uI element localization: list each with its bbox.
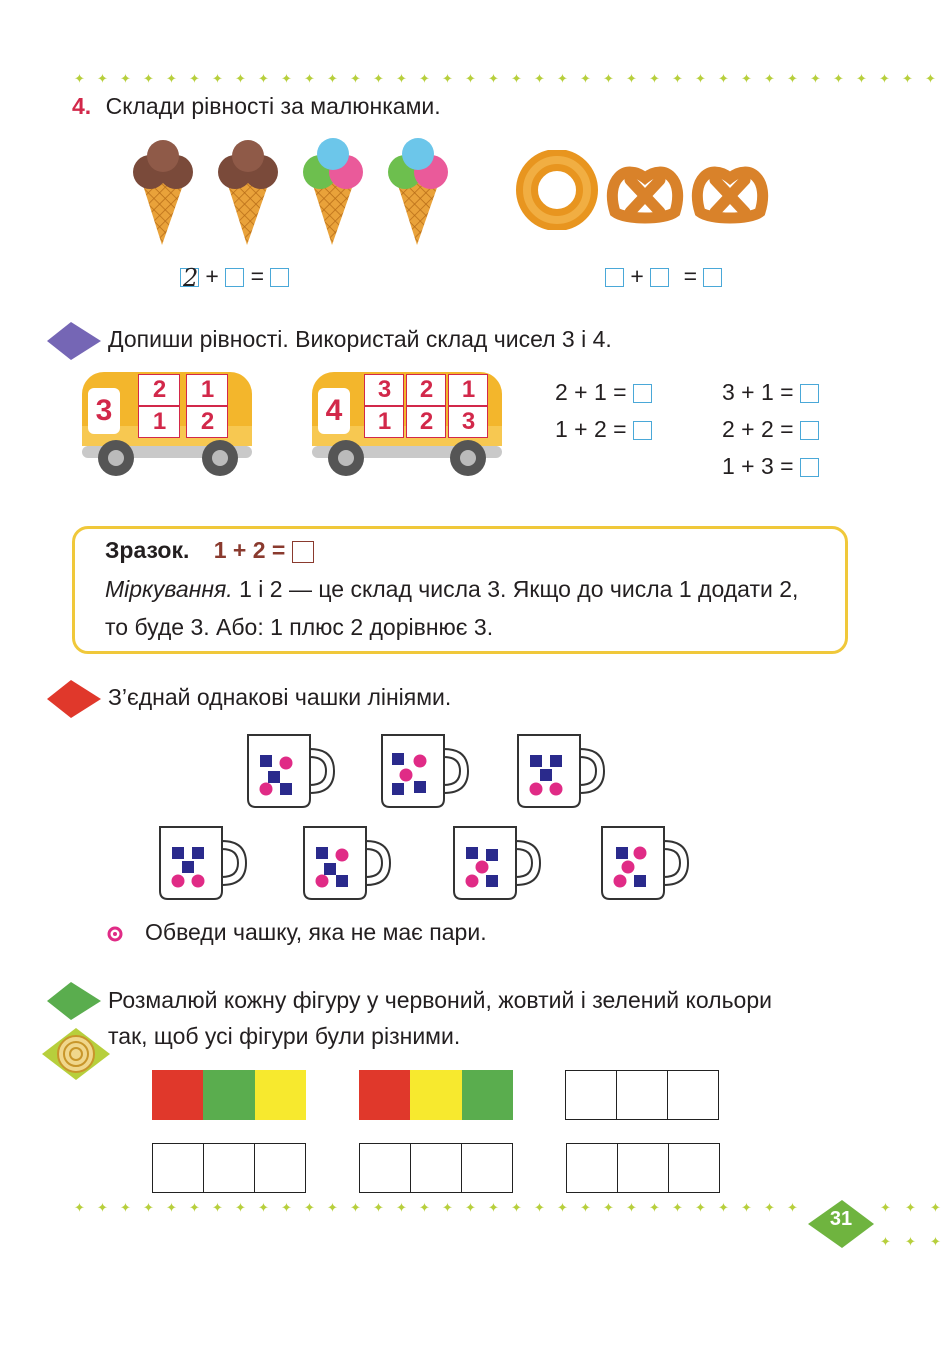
figure-cell[interactable] — [669, 1144, 719, 1192]
bus-3-bottom-2: 2 — [200, 408, 215, 435]
star-ornament: ✦ — [741, 1200, 752, 1215]
reason-label: Міркування. — [105, 576, 233, 602]
figure-cell[interactable] — [204, 1144, 255, 1192]
star-ornament: ✦ — [189, 1200, 200, 1215]
sample-label: Зразок. — [105, 537, 190, 563]
answer-box-4[interactable] — [605, 268, 624, 287]
figure-cell — [255, 1070, 306, 1120]
page-number: 31 — [829, 1208, 853, 1230]
cup-dot — [622, 861, 635, 874]
equation-bagels — [605, 261, 722, 291]
cup-square — [616, 847, 628, 859]
equation-3-plus-1 — [722, 377, 819, 407]
star-ornament: ✦ — [419, 71, 430, 86]
star-ornament: ✦ — [649, 1200, 660, 1215]
task-colors-line-1: Розмалюй кожну фігуру у червоний, жовтий і зелений кольори — [108, 987, 772, 1013]
ice-cream-colored-1 — [303, 138, 363, 245]
star-ornament: ✦ — [764, 71, 775, 86]
task-number: 4. — [72, 93, 92, 119]
reason-text: 1 і 2 — це склад числа 3. Якщо до числа 1 додати 2, — [232, 576, 799, 602]
figure-cell — [203, 1070, 254, 1120]
cup-icon[interactable] — [382, 735, 468, 807]
bus-3-top-1: 2 — [152, 376, 167, 403]
bus-4-number: 4 — [325, 394, 343, 427]
star-ornament: ✦ — [396, 1200, 407, 1215]
star-ornament: ✦ — [304, 1200, 315, 1215]
star-ornament: ✦ — [925, 71, 936, 86]
cup-dot — [466, 875, 479, 888]
star-ornament: ✦ — [189, 71, 200, 86]
cup-square — [182, 861, 194, 873]
pretzel-2 — [697, 172, 762, 218]
figure-cell[interactable] — [668, 1071, 718, 1119]
cup-icon[interactable] — [304, 827, 390, 899]
cup-square — [392, 783, 404, 795]
top-star-divider — [0, 0, 952, 90]
purple-diamond-icon — [45, 320, 103, 362]
star-ornament: ✦ — [879, 71, 890, 86]
cup-square — [486, 875, 498, 887]
sample-reason-line-1 — [105, 574, 798, 604]
bus-3-top-2: 1 — [200, 376, 215, 403]
star-ornament: ✦ — [672, 1200, 683, 1215]
star-ornament: ✦ — [741, 71, 752, 86]
bus-3-bottom-1: 1 — [152, 408, 167, 435]
bus-4-top-3: 1 — [461, 376, 476, 403]
star-ornament: ✦ — [281, 71, 292, 86]
cup-dot — [260, 783, 273, 796]
bus-3-number: 3 — [95, 394, 113, 427]
equals-sign: = — [683, 263, 698, 289]
star-ornament: ✦ — [511, 1200, 522, 1215]
star-ornament: ✦ — [580, 71, 591, 86]
cup-square — [336, 875, 348, 887]
cup-dot — [336, 849, 349, 862]
star-ornament: ✦ — [120, 1200, 131, 1215]
ice-cream-chocolate-1 — [133, 140, 193, 245]
star-ornament: ✦ — [695, 1200, 706, 1215]
plus-sign: + — [205, 263, 219, 289]
star-ornament: ✦ — [396, 71, 407, 86]
figure-cell[interactable] — [360, 1144, 411, 1192]
star-ornament: ✦ — [856, 71, 867, 86]
star-ornament: ✦ — [930, 1234, 941, 1249]
star-ornament: ✦ — [442, 1200, 453, 1215]
bus-4 — [308, 366, 508, 486]
star-ornament: ✦ — [488, 1200, 499, 1215]
answer-box[interactable] — [800, 458, 819, 477]
cup-dot — [634, 847, 647, 860]
star-ornament: ✦ — [695, 71, 706, 86]
star-ornament: ✦ — [557, 71, 568, 86]
colored-figure-1 — [152, 1070, 306, 1120]
star-ornament: ✦ — [419, 1200, 430, 1215]
star-ornament: ✦ — [327, 1200, 338, 1215]
star-ornament: ✦ — [166, 1200, 177, 1215]
star-ornament: ✦ — [930, 1200, 941, 1215]
answer-box-1[interactable] — [180, 264, 199, 293]
star-ornament: ✦ — [580, 1200, 591, 1215]
cup-square — [324, 863, 336, 875]
equation-ice-cream — [180, 261, 289, 291]
figure-cell — [359, 1070, 410, 1120]
equation-2-plus-2 — [722, 414, 819, 444]
sample-answer-box — [292, 541, 314, 563]
empty-figure[interactable] — [565, 1070, 719, 1120]
green-diamond-icon — [45, 980, 103, 1022]
cup-dot — [316, 875, 329, 888]
cup-square — [280, 783, 292, 795]
bagel — [527, 160, 587, 220]
star-ornament: ✦ — [880, 1234, 891, 1249]
answer-box-5[interactable] — [650, 268, 669, 287]
equation-1-plus-2 — [555, 414, 652, 444]
cup-square — [550, 755, 562, 767]
star-ornament: ✦ — [74, 71, 85, 86]
equals-sign: = — [250, 263, 265, 289]
star-ornament: ✦ — [212, 1200, 223, 1215]
cup-dot — [614, 875, 627, 888]
task-cups-text: З’єднай однакові чашки лініями. — [108, 684, 452, 710]
star-ornament: ✦ — [235, 1200, 246, 1215]
cup-icon[interactable] — [160, 827, 246, 899]
ice-cream-chocolate-2 — [218, 140, 278, 245]
cup-square — [192, 847, 204, 859]
cup-square — [172, 847, 184, 859]
cup-dot — [530, 783, 543, 796]
figure-cell[interactable] — [617, 1071, 668, 1119]
cups-illustration — [150, 725, 710, 905]
colored-figure-2 — [359, 1070, 513, 1120]
star-ornament: ✦ — [120, 71, 131, 86]
figure-cell — [152, 1070, 203, 1120]
ice-cream-illustration — [120, 130, 460, 250]
star-ornament: ✦ — [787, 1200, 798, 1215]
cup-dot — [414, 755, 427, 768]
star-ornament: ✦ — [511, 71, 522, 86]
equation-1-plus-3 — [722, 451, 819, 481]
task-buses-text: Допиши рівності. Використай склад чисел 3 і 4. — [108, 326, 612, 352]
bus-3 — [78, 366, 258, 486]
star-ornament: ✦ — [905, 1200, 916, 1215]
cup-icon[interactable] — [518, 735, 604, 807]
answer-box-6[interactable] — [703, 268, 722, 287]
star-ornament: ✦ — [304, 71, 315, 86]
star-ornament: ✦ — [166, 71, 177, 86]
task-4-heading — [72, 91, 441, 121]
figure-cell[interactable] — [462, 1144, 512, 1192]
cup-dot — [172, 875, 185, 888]
star-ornament: ✦ — [603, 71, 614, 86]
answer-box[interactable] — [633, 384, 652, 403]
sample-expression: 1 + 2 = — [213, 537, 286, 563]
pretzel-1 — [612, 172, 677, 218]
equation-2-plus-1 — [555, 377, 652, 407]
bus-4-bottom-3: 3 — [461, 408, 476, 435]
equation-text: 1 + 3 = — [722, 453, 794, 479]
star-ornament: ✦ — [373, 1200, 384, 1215]
star-ornament: ✦ — [258, 1200, 269, 1215]
answer-box[interactable] — [800, 384, 819, 403]
cup-icon[interactable] — [602, 827, 688, 899]
star-ornament: ✦ — [97, 1200, 108, 1215]
star-ornament: ✦ — [97, 71, 108, 86]
answer-box[interactable] — [633, 421, 652, 440]
star-ornament: ✦ — [626, 1200, 637, 1215]
equation-text: 3 + 1 = — [722, 379, 794, 405]
cup-dot — [192, 875, 205, 888]
star-ornament: ✦ — [281, 1200, 292, 1215]
cup-dot — [476, 861, 489, 874]
sample-header — [105, 535, 314, 565]
equation-text: 2 + 2 = — [722, 416, 794, 442]
equation-text: 2 + 1 = — [555, 379, 627, 405]
figure-cell — [462, 1070, 513, 1120]
figure-cell[interactable] — [618, 1144, 669, 1192]
figure-cell[interactable] — [255, 1144, 305, 1192]
bus-4-top-2: 2 — [419, 376, 434, 403]
star-ornament: ✦ — [557, 1200, 568, 1215]
star-ornament: ✦ — [373, 71, 384, 86]
figure-cell[interactable] — [411, 1144, 462, 1192]
handwritten-digit: 2 — [183, 264, 199, 293]
star-ornament: ✦ — [327, 71, 338, 86]
bus-4-bottom-2: 2 — [419, 408, 434, 435]
star-ornament: ✦ — [718, 1200, 729, 1215]
star-ornament: ✦ — [212, 71, 223, 86]
star-ornament: ✦ — [350, 1200, 361, 1215]
cup-square — [260, 755, 272, 767]
star-ornament: ✦ — [488, 71, 499, 86]
answer-box-2[interactable] — [225, 268, 244, 287]
answer-box-3[interactable] — [270, 268, 289, 287]
star-ornament: ✦ — [626, 71, 637, 86]
cup-square — [392, 753, 404, 765]
star-ornament: ✦ — [649, 71, 660, 86]
star-ornament: ✦ — [810, 71, 821, 86]
cup-square — [466, 847, 478, 859]
cup-square — [486, 849, 498, 861]
star-ornament: ✦ — [235, 71, 246, 86]
empty-figure[interactable] — [566, 1143, 720, 1193]
star-ornament: ✦ — [603, 1200, 614, 1215]
empty-figure[interactable] — [152, 1143, 306, 1193]
star-ornament: ✦ — [258, 71, 269, 86]
star-ornament: ✦ — [902, 71, 913, 86]
bus-4-bottom-1: 1 — [377, 408, 392, 435]
figure-cell[interactable] — [153, 1144, 204, 1192]
cup-dot — [400, 769, 413, 782]
star-ornament: ✦ — [905, 1234, 916, 1249]
cup-icon[interactable] — [454, 827, 540, 899]
sample-reason-line-2: то буде 3. Або: 1 плюс 2 дорівнює 3. — [105, 614, 494, 640]
equation-text: 1 + 2 = — [555, 416, 627, 442]
star-ornament: ✦ — [465, 1200, 476, 1215]
cup-icon[interactable] — [248, 735, 334, 807]
star-ornament: ✦ — [74, 1200, 85, 1215]
star-ornament: ✦ — [787, 71, 798, 86]
star-ornament: ✦ — [143, 71, 154, 86]
plus-sign: + — [630, 263, 644, 289]
task-4-text: Склади рівності за малюнками. — [105, 93, 441, 119]
star-ornament: ✦ — [880, 1200, 891, 1215]
maze-icon — [40, 1024, 112, 1084]
star-ornament: ✦ — [534, 1200, 545, 1215]
answer-box[interactable] — [800, 421, 819, 440]
cup-square — [268, 771, 280, 783]
ice-cream-colored-2 — [388, 138, 448, 245]
cup-dot — [280, 757, 293, 770]
cup-square — [316, 847, 328, 859]
figure-cell[interactable] — [567, 1144, 618, 1192]
star-ornament: ✦ — [442, 71, 453, 86]
figure-cell[interactable] — [566, 1071, 617, 1119]
empty-figure[interactable] — [359, 1143, 513, 1193]
bagel-pretzel-illustration — [515, 150, 780, 230]
cup-square — [530, 755, 542, 767]
red-diamond-icon — [45, 678, 103, 720]
star-ornament: ✦ — [833, 71, 844, 86]
figure-cell — [410, 1070, 461, 1120]
task-colors-line-2: так, щоб усі фігури були різними. — [108, 1023, 461, 1049]
star-ornament: ✦ — [143, 1200, 154, 1215]
star-ornament: ✦ — [350, 71, 361, 86]
bus-4-top-1: 3 — [377, 376, 392, 403]
star-ornament: ✦ — [465, 71, 476, 86]
cup-square — [414, 781, 426, 793]
pink-bullet-icon — [105, 924, 125, 944]
cup-square — [634, 875, 646, 887]
cup-dot — [550, 783, 563, 796]
star-ornament: ✦ — [764, 1200, 775, 1215]
cup-square — [540, 769, 552, 781]
star-ornament: ✦ — [534, 71, 545, 86]
star-ornament: ✦ — [672, 71, 683, 86]
star-ornament: ✦ — [718, 71, 729, 86]
task-cups-subtask: Обведи чашку, яка не має пари. — [145, 919, 487, 945]
